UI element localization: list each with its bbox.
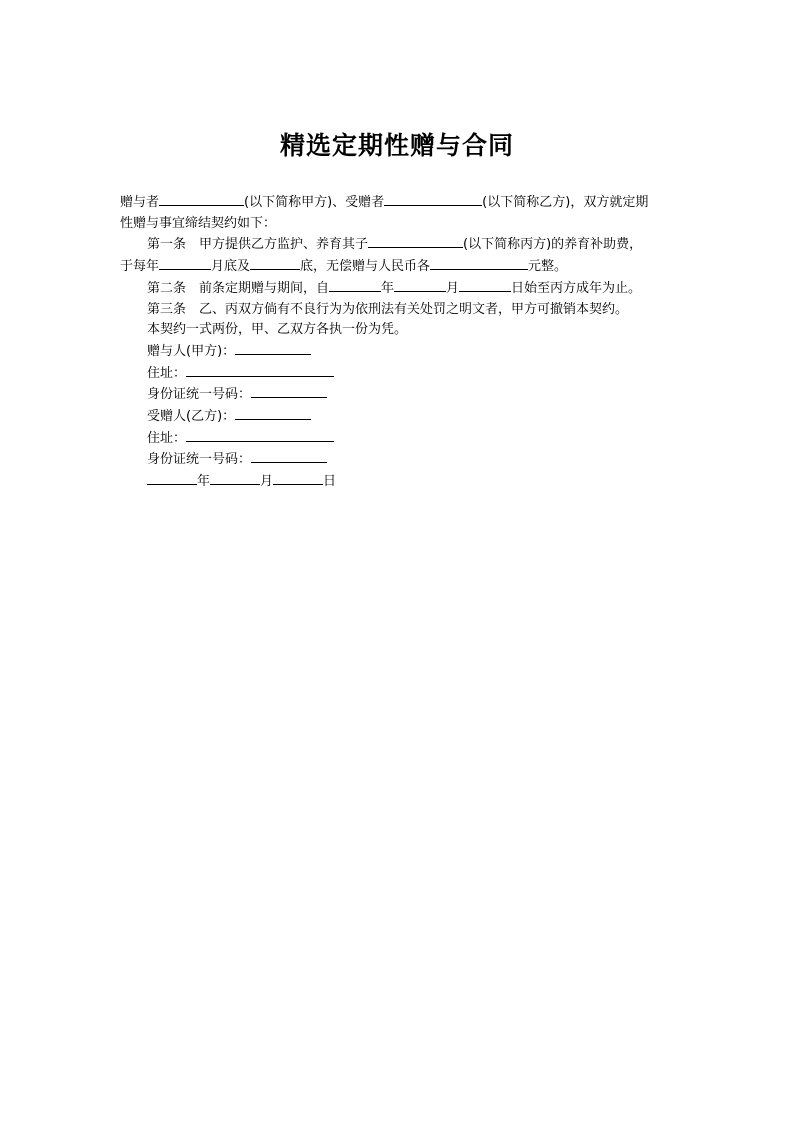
document-title: 精选定期性赠与合同 [279,131,514,160]
intro-line-2: 性赠与事宜缔结契约如下： [120,215,277,231]
donee-address-blank [186,428,334,442]
article-1-part6: 元整。 [528,259,568,275]
donor-signature-line [120,341,688,363]
article-2-part2: 日始至丙方成年为止。 [511,280,642,296]
donee-suffix: (以下简称乙方)，双方就定期 [482,195,649,210]
article-1-part3: 于每年 [120,259,160,275]
donor-id-label: 身份证统一号码： [147,387,252,403]
month-blank-1 [159,256,211,270]
article-1-part1: 第一条 甲方提供乙方监护、养育其子 [147,237,369,253]
donor-id-line [120,384,688,406]
donor-name-blank [159,192,244,206]
donee-address-line [120,428,688,450]
donor-id-blank [251,384,327,398]
intro-line-1 [120,192,688,214]
article-2 [120,278,688,300]
article-1-part2: (以下简称丙方)的养育补助费， [463,237,643,253]
sign-day-blank [273,471,323,485]
donor-address-blank [186,363,334,377]
donee-signature-label: 受赠人(乙方)： [147,409,236,425]
sign-year-blank [147,471,197,485]
donor-address-line [120,363,688,385]
sign-month-label: 月 [260,474,274,490]
document-body [120,192,688,493]
donor-signature-blank [235,341,311,355]
sign-year-label: 年 [197,474,211,490]
article-1-part4: 月底及 [211,259,251,275]
donee-id-blank [251,449,327,463]
donor-label: 赠与者 [120,195,160,210]
copies-clause: 本契约一式两份，甲、乙双方各执一份为凭。 [147,322,408,338]
start-day-blank [459,278,511,292]
sign-day-label: 日 [323,474,337,490]
donee-signature-line [120,406,688,428]
donee-id-label: 身份证统一号码： [147,452,252,468]
child-name-blank [368,234,463,248]
donee-id-line [120,449,688,471]
article-3: 第三条 乙、丙双方倘有不良行为为依刑法有关处罚之明文者，甲方可撤销本契约。 [147,301,629,317]
donor-address-label: 住址： [147,365,187,381]
donee-signature-blank [235,406,311,420]
article-2-year: 年 [381,280,395,296]
article-1-part5: 底，无偿赠与人民币各 [300,259,431,275]
article-1-line-2 [120,256,688,278]
donor-suffix: (以下简称甲方)、受赠者 [244,195,385,210]
date-line [120,471,688,493]
article-2-part1: 第二条 前条定期赠与期间，自 [147,280,330,296]
donee-name-blank [384,192,482,206]
start-month-blank [394,278,446,292]
donor-signature-label: 赠与人(甲方)： [147,343,236,359]
donee-address-label: 住址： [147,430,187,446]
start-year-blank [329,278,381,292]
article-2-month: 月 [446,280,460,296]
article-1-line-1 [120,234,688,256]
month-blank-2 [250,256,300,270]
amount-blank [430,256,528,270]
sign-month-blank [210,471,260,485]
